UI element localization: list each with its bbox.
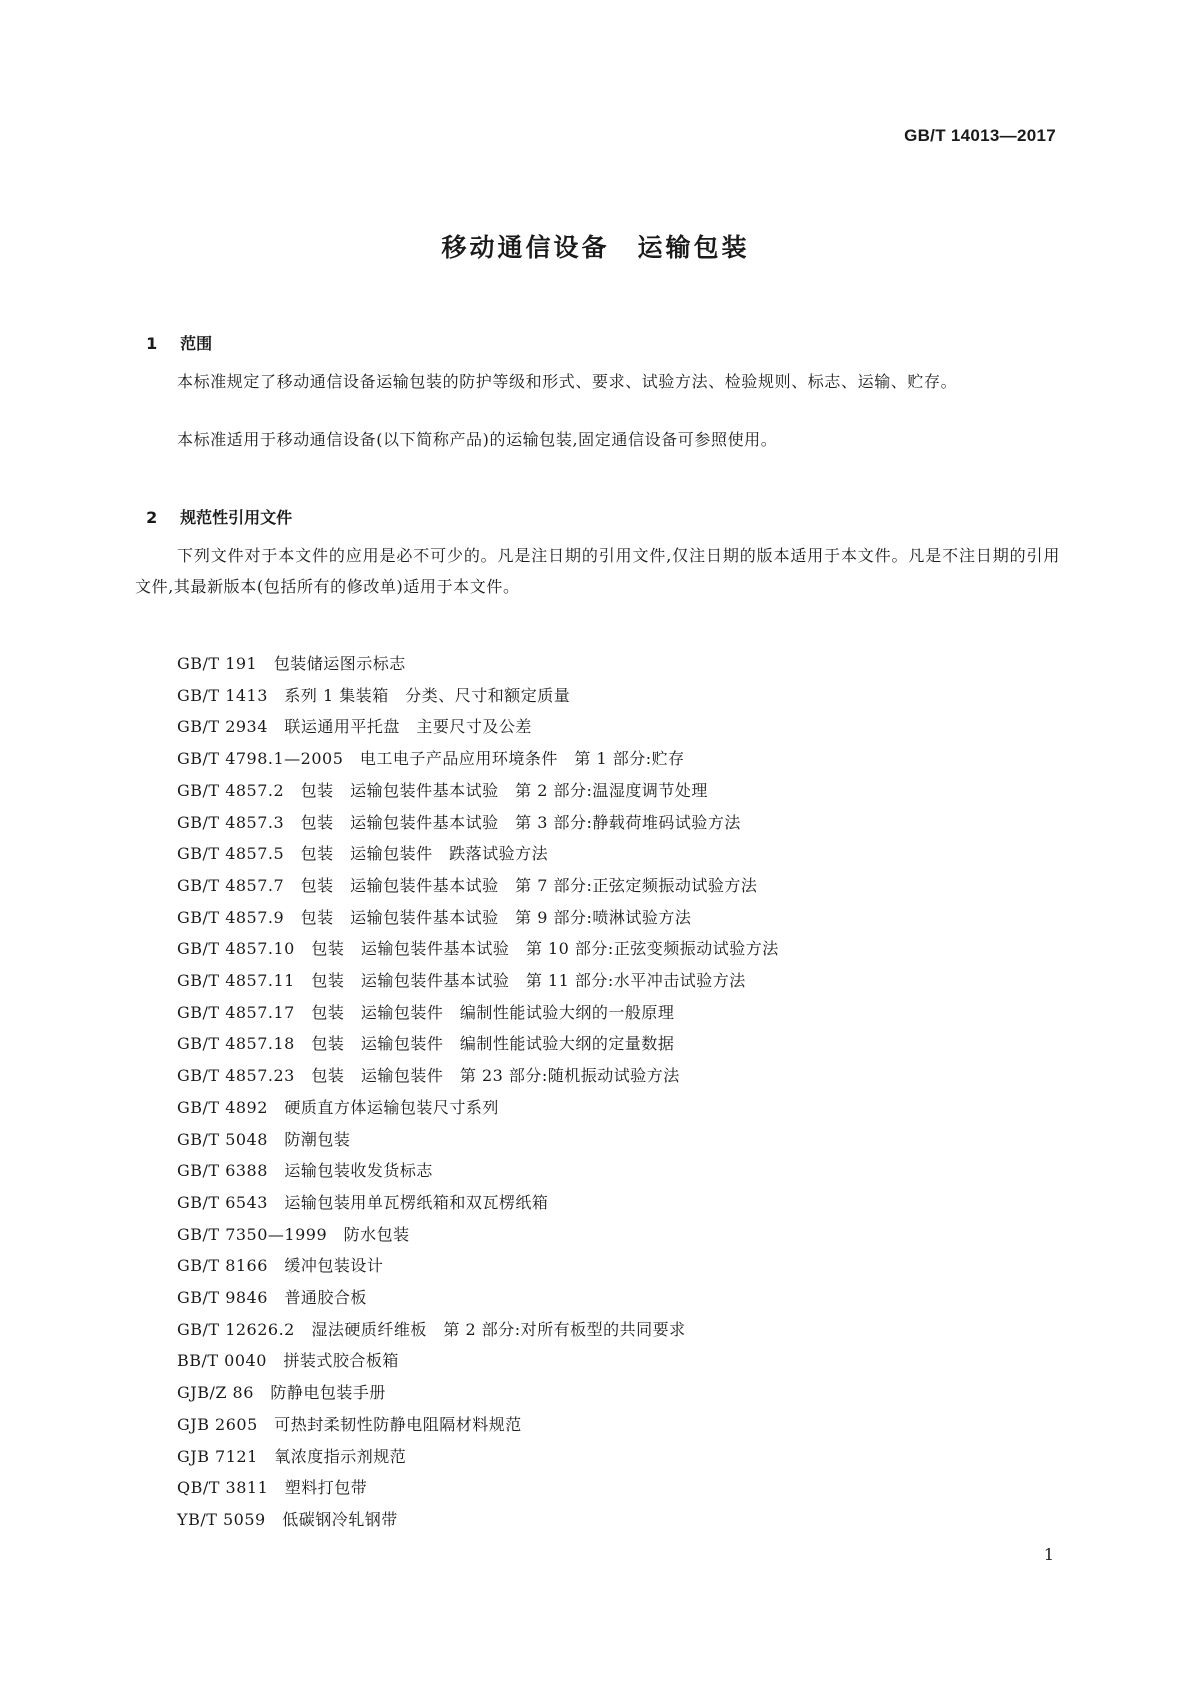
reference-item: GB/T 1413 系列 1 集装箱 分类、尺寸和额定质量 [177, 685, 571, 705]
reference-item: BB/T 0040 拼装式胶合板箱 [177, 1351, 399, 1371]
reference-item: GB/T 4857.11 包装 运输包装件基本试验 第 11 部分:水平冲击试验方法 [177, 971, 746, 991]
references-intro-paragraph: 下列文件对于本文件的应用是必不可少的。凡是注日期的引用文件,仅注日期的版本适用于本文件。凡是不注日期的引用文件,其最新版本(包括所有的修改单)适用于本文件。 [135, 546, 1060, 596]
reference-item: QB/T 3811 塑料打包带 [177, 1478, 368, 1498]
reference-item: GB/T 5048 防潮包装 [177, 1129, 351, 1149]
reference-item: GB/T 4857.9 包装 运输包装件基本试验 第 9 部分:喷淋试验方法 [177, 907, 692, 927]
reference-item: GB/T 6388 运输包装收发货标志 [177, 1161, 433, 1181]
reference-item: GB/T 7350—1999 防水包装 [177, 1224, 410, 1244]
scope-paragraph-2: 本标准适用于移动通信设备(以下简称产品)的运输包装,固定通信设备可参照使用。 [177, 430, 778, 449]
reference-item: GB/T 2934 联运通用平托盘 主要尺寸及公差 [177, 717, 532, 737]
reference-item: GJB 7121 氧浓度指示剂规范 [177, 1446, 407, 1466]
reference-item: GJB 2605 可热封柔韧性防静电阻隔材料规范 [177, 1414, 522, 1434]
reference-item: GB/T 4857.23 包装 运输包装件 第 23 部分:随机振动试验方法 [177, 1066, 680, 1086]
reference-item: GB/T 4798.1—2005 电工电子产品应用环境条件 第 1 部分:贮存 [177, 749, 685, 769]
reference-item: GB/T 4857.5 包装 运输包装件 跌落试验方法 [177, 844, 549, 864]
section-heading-scope [135, 312, 212, 354]
reference-item: GB/T 4857.17 包装 运输包装件 编制性能试验大纲的一般原理 [177, 1002, 675, 1022]
section-heading-normative-references [135, 486, 292, 528]
reference-item: YB/T 5059 低碳钢冷轧钢带 [177, 1509, 398, 1529]
section-number: 2 [146, 508, 158, 527]
reference-item: GB/T 6543 运输包装用单瓦楞纸箱和双瓦楞纸箱 [177, 1192, 549, 1212]
reference-list [177, 648, 779, 1536]
standard-number: GB/T 14013—2017 [904, 126, 1056, 145]
reference-item: GB/T 8166 缓冲包装设计 [177, 1256, 384, 1276]
reference-item: GB/T 12626.2 湿法硬质纤维板 第 2 部分:对所有板型的共同要求 [177, 1319, 686, 1339]
reference-item: GB/T 4857.3 包装 运输包装件基本试验 第 3 部分:静载荷堆码试验方法 [177, 812, 741, 832]
document-title: 移动通信设备 运输包装 [441, 233, 750, 262]
section-number: 1 [146, 334, 158, 353]
reference-item: GB/T 191 包装储运图示标志 [177, 654, 406, 673]
page-number: 1 [1043, 1545, 1054, 1564]
reference-item: GJB/Z 86 防静电包装手册 [177, 1383, 386, 1403]
scope-paragraph-1: 本标准规定了移动通信设备运输包装的防护等级和形式、要求、试验方法、检验规则、标志、运输、贮存。 [177, 372, 958, 391]
reference-item: GB/T 9846 普通胶合板 [177, 1288, 367, 1308]
reference-item: GB/T 4857.2 包装 运输包装件基本试验 第 2 部分:温湿度调节处理 [177, 780, 708, 800]
reference-item: GB/T 4857.10 包装 运输包装件基本试验 第 10 部分:正弦变频振动试验方法 [177, 939, 779, 959]
section-title: 规范性引用文件 [180, 508, 293, 527]
reference-item: GB/T 4892 硬质直方体运输包装尺寸系列 [177, 1097, 499, 1117]
section-title: 范围 [180, 334, 213, 353]
reference-item: GB/T 4857.7 包装 运输包装件基本试验 第 7 部分:正弦定频振动试验方法 [177, 875, 758, 895]
reference-item: GB/T 4857.18 包装 运输包装件 编制性能试验大纲的定量数据 [177, 1034, 675, 1054]
